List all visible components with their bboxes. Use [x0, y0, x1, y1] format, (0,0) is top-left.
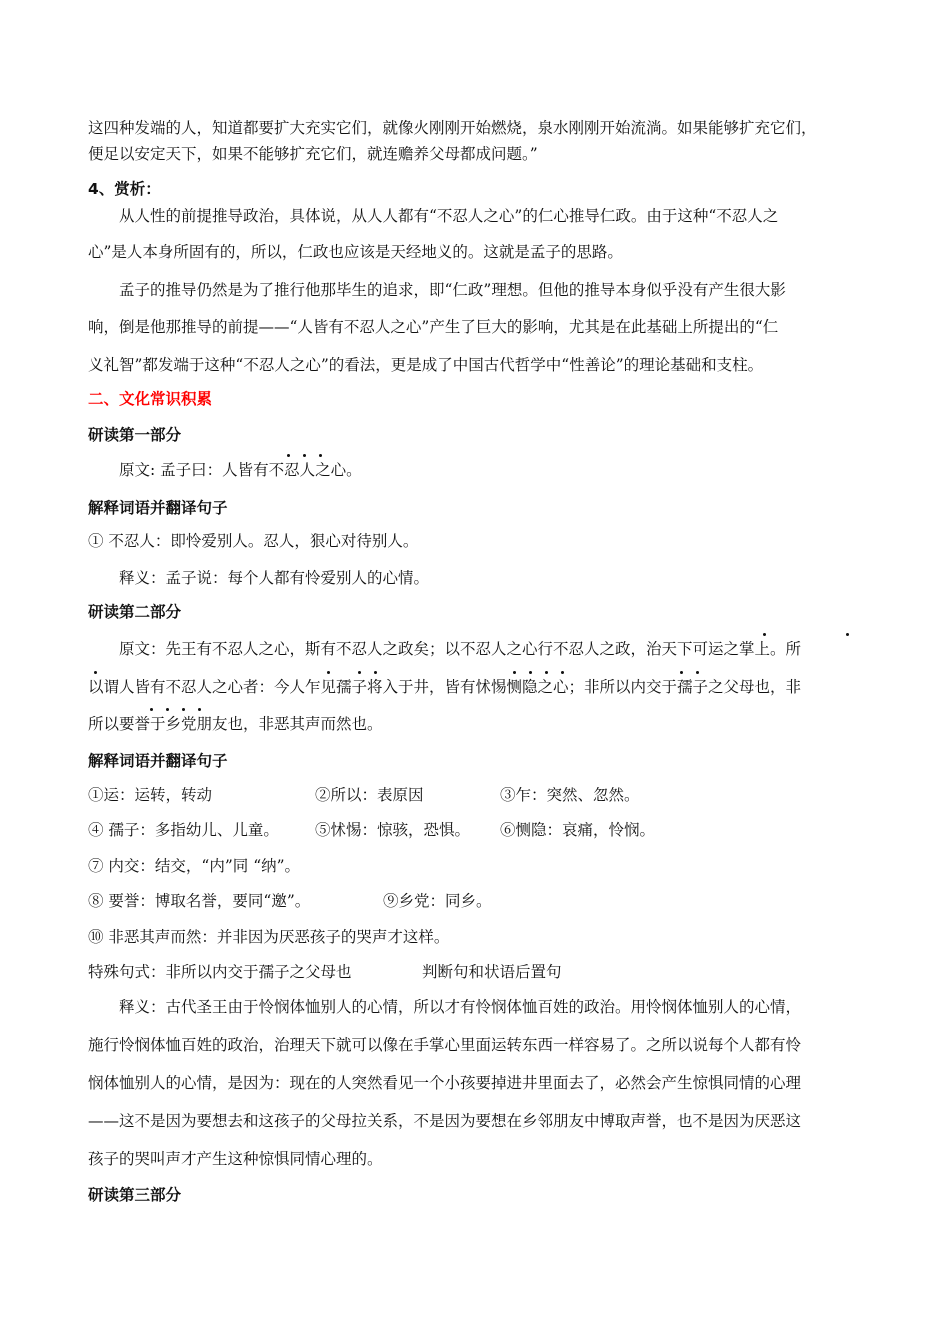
emphasis-dot — [696, 671, 699, 674]
appreciation-p1-line-2: 心”是人本身所固有的，所以，仁政也应该是天经地义的。这就是孟子的思路。 — [88, 243, 623, 261]
part1-original: 原文: 孟子曰：人皆有不忍人之心。 — [119, 461, 362, 479]
part3-heading: 研读第三部分 — [88, 1186, 182, 1204]
emphasis-dot — [198, 708, 201, 711]
emphasis-dot — [545, 671, 548, 674]
emphasis-dot — [561, 671, 564, 674]
part2-note-4: ④ 孺子：多指幼儿、儿童。 — [88, 821, 279, 839]
emphasis-dot — [166, 708, 169, 711]
prev-text-line-1: 这四种发端的人，知道都要扩大充实它们，就像火刚刚开始燃烧，泉水刚刚开始流淌。如果能够扩充它们， — [88, 119, 817, 137]
emphasis-dot — [182, 708, 185, 711]
part2-note-10: ⑩ 非恶其声而然：并非因为厌恶孩子的哭声才这样。 — [88, 928, 450, 946]
appreciation-p1-line-1: 从人性的前提推导政治，具体说，从人人都有“不忍人之心”的仁心推导仁政。由于这种“不忍人之 — [119, 207, 779, 225]
part2-note-9: ⑨乡党：同乡。 — [383, 892, 492, 910]
part2-original-line-3: 所以要誉于乡党朋友也，非恶其声而然也。 — [88, 715, 383, 733]
emphasis-dot — [680, 671, 683, 674]
emphasis-dot — [358, 671, 361, 674]
part2-note-3: ③乍：突然、忽然。 — [500, 786, 640, 804]
part2-translation-line-3: 悯体恤别人的心情，是因为：现在的人突然看见一个小孩要掉进井里面去了，必然会产生惊惧同情的心理 — [88, 1074, 802, 1092]
emphasis-dot — [374, 671, 377, 674]
part2-translation-line-4: ——这不是因为要想去和这孩子的父母拉关系，不是因为要想在乡邻朋友中博取声誉，也不是因为厌恶这 — [88, 1112, 802, 1130]
special-sentence-value: 判断句和状语后置句 — [422, 963, 562, 981]
emphasis-dot — [513, 671, 516, 674]
part2-note-7: ⑦ 内交：结交，“内”同 “纳”。 — [88, 857, 301, 875]
part2-translation-line-1: 释义：古代圣王由于怜悯体恤别人的心情，所以才有怜悯体恤百姓的政治。用怜悯体恤别人的心情， — [119, 998, 802, 1016]
emphasis-dot — [319, 454, 322, 457]
appreciation-heading: 4、赏析： — [88, 180, 161, 198]
part2-original-line-2: 以谓人皆有不忍人之心者：今人乍见孺子将入于井，皆有怵惕恻隐之心；非所以内交于孺子之父母也，非 — [88, 678, 802, 696]
emphasis-dot — [150, 708, 153, 711]
part2-translation-line-2: 施行怜悯体恤百姓的政治，治理天下就可以像在手掌心里面运转东西一样容易了。之所以说每个人都有怜 — [88, 1036, 802, 1054]
part2-note-1: ①运：运转，转动 — [88, 786, 213, 804]
section-heading-culture: 二、文化常识积累 — [88, 390, 213, 408]
appreciation-p2-line-3: 义礼智”都发端于这种“不忍人之心”的看法，更是成了中国古代哲学中“性善论”的理论基础和支柱。 — [88, 356, 764, 374]
part2-heading: 研读第二部分 — [88, 603, 182, 621]
special-sentence-label: 特殊句式：非所以内交于孺子之父母也 — [88, 963, 352, 981]
part2-note-6: ⑥恻隐：哀痛，怜悯。 — [500, 821, 656, 839]
part1-explain-heading: 解释词语并翻译句子 — [88, 499, 228, 517]
prev-text-line-2: 便足以安定天下，如果不能够扩充它们，就连赡养父母都成问题。” — [88, 145, 538, 163]
part2-translation-line-5: 孩子的哭叫声才产生这种惊惧同情心理的。 — [88, 1150, 383, 1168]
emphasis-dot — [303, 454, 306, 457]
part2-original-line-1: 原文：先王有不忍人之心，斯有不忍人之政矣；以不忍人之心行不忍人之政，治天下可运之掌上。所 — [119, 640, 802, 658]
part2-note-8: ⑧ 要誉：博取名誉，要同“邀”。 — [88, 892, 311, 910]
part1-note-1: ① 不忍人：即怜爱别人。忍人，狠心对待别人。 — [88, 532, 419, 550]
emphasis-dot — [846, 633, 849, 636]
appreciation-p2-line-1: 孟子的推导仍然是为了推行他那毕生的追求，即“仁政”理想。但他的推导本身似乎没有产生很大影 — [119, 281, 786, 299]
emphasis-dot — [529, 671, 532, 674]
appreciation-p2-line-2: 响，倒是他那推导的前提——“人皆有不忍人之心”产生了巨大的影响，尤其是在此基础上所提出的“仁 — [88, 318, 779, 336]
part2-note-5: ⑤怵惕：惊骇，恐惧。 — [315, 821, 471, 839]
part1-translation: 释义：孟子说：每个人都有怜爱别人的心情。 — [119, 569, 430, 587]
part2-note-2: ②所以：表原因 — [315, 786, 424, 804]
emphasis-dot — [287, 454, 290, 457]
emphasis-dot — [763, 633, 766, 636]
part2-explain-heading: 解释词语并翻译句子 — [88, 752, 228, 770]
emphasis-dot — [327, 671, 330, 674]
part1-heading: 研读第一部分 — [88, 426, 182, 444]
emphasis-dot — [94, 671, 97, 674]
